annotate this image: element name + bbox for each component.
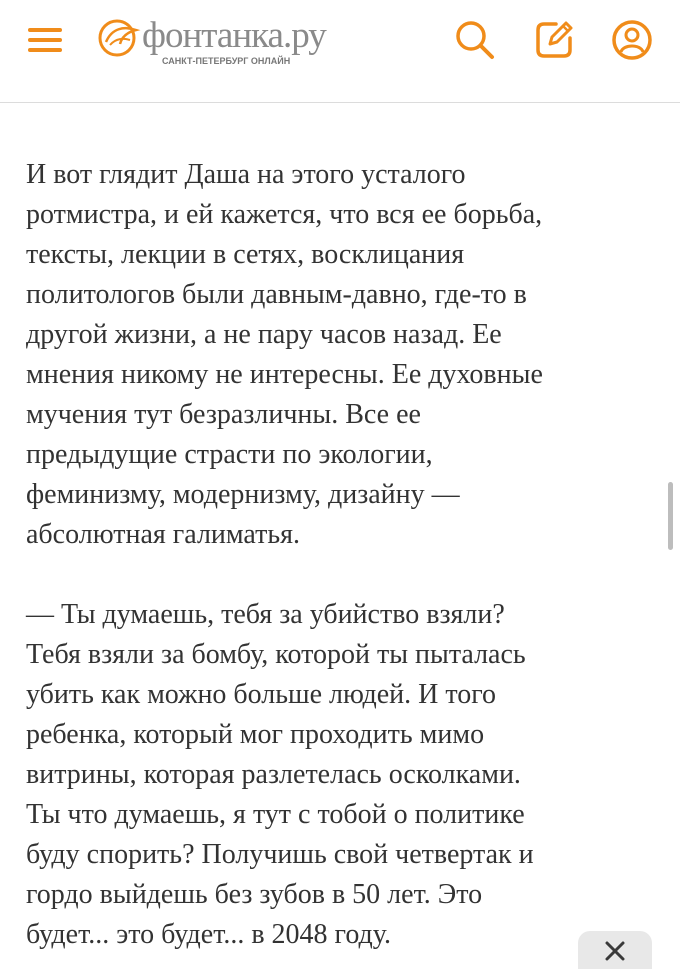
write-button[interactable] bbox=[532, 18, 576, 62]
search-button[interactable] bbox=[453, 18, 497, 62]
menu-icon[interactable] bbox=[28, 28, 62, 52]
scrollbar[interactable] bbox=[668, 482, 673, 550]
edit-icon bbox=[532, 18, 576, 62]
logo-subtitle: САНКТ-ПЕТЕРБУРГ ОНЛАЙН bbox=[162, 56, 291, 66]
fountain-logo-icon bbox=[98, 18, 142, 58]
article-paragraph: — Ты думаешь, тебя за убийство взяли? Тебя взяли за бомбу, которой ты пыталась убить как можно больше людей. И того ребенка, который мог проходить мимо витрины, которая разлетелась осколками. Ты что думаешь, я тут с тобой о политике буду спорить? Получишь свой четвертак и гордо выйдешь без зубов в 50 лет. Это будет... это будет... в 2048 году. bbox=[26, 599, 534, 950]
menu-icon-bar bbox=[28, 28, 62, 32]
article-paragraph: И вот глядит Даша на этого усталого ротмистра, и ей кажется, что вся ее борьба, тексты, лекции в сетях, восклицания политологов были давным-давно, где-то в другой жизни, а не пару часов назад. Ее мнения никому не интересны. Ее духовные мучения тут безразличны. Все ее предыдущие страсти по экологии, феминизму, модернизму, дизайну — абсолютная галиматья. bbox=[26, 159, 543, 550]
site-logo[interactable] bbox=[98, 12, 326, 68]
logo-text: фонтанка.ру bbox=[142, 15, 326, 56]
article-body bbox=[26, 155, 662, 955]
site-header bbox=[0, 0, 680, 103]
profile-button[interactable] bbox=[610, 18, 654, 62]
menu-icon-bar bbox=[28, 48, 62, 52]
menu-icon-bar bbox=[28, 38, 62, 42]
search-icon bbox=[453, 18, 497, 62]
user-icon bbox=[610, 18, 654, 62]
close-icon bbox=[605, 941, 625, 961]
close-button[interactable] bbox=[578, 931, 652, 969]
